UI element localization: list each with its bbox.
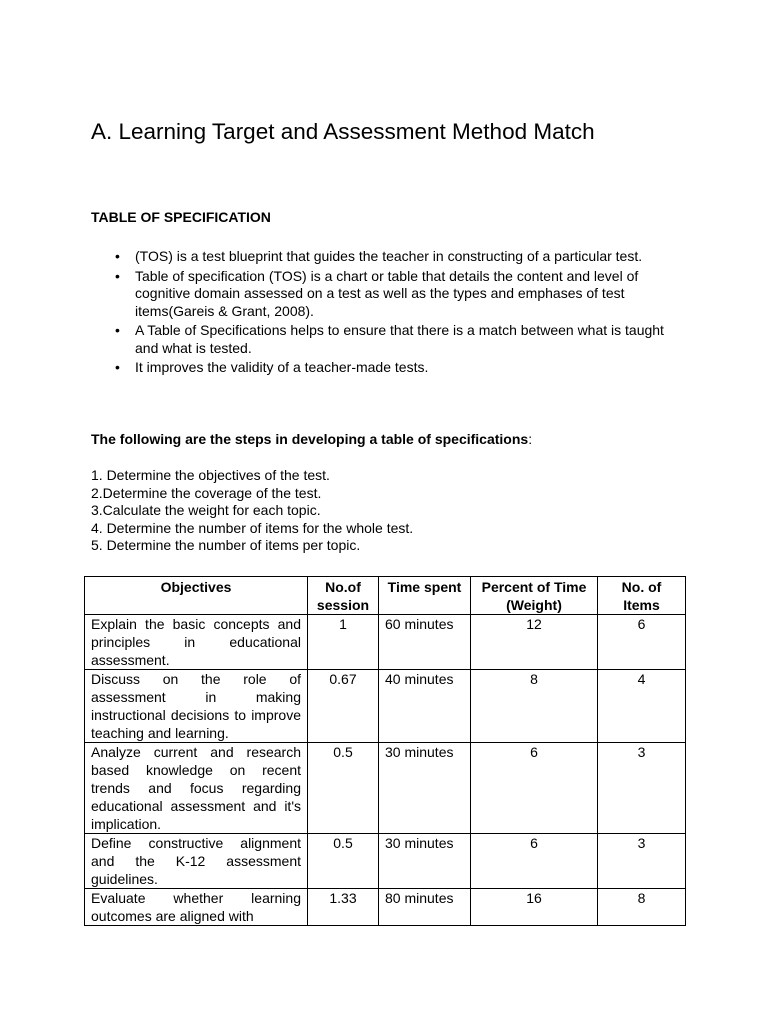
bullet-icon: • xyxy=(115,359,120,375)
sessions-cell: 0.5 xyxy=(308,743,379,834)
bullet-icon: • xyxy=(115,248,120,264)
list-item: 5. Determine the number of items per topic. xyxy=(91,537,361,553)
list-item: • (TOS) is a test blueprint that guides the teacher in constructing of a particular test. xyxy=(115,248,643,264)
time-cell: 30 minutes xyxy=(379,834,471,889)
column-header-time: Time spent xyxy=(379,577,471,615)
sessions-cell: 1 xyxy=(308,615,379,670)
bullet-icon: • xyxy=(115,267,120,284)
time-cell: 80 minutes xyxy=(379,889,471,926)
time-cell: 60 minutes xyxy=(379,615,471,670)
items-cell: 4 xyxy=(598,670,686,743)
objective-cell: Explain the basic concepts and principles in educational assessment. xyxy=(85,615,308,670)
table-row xyxy=(85,615,686,670)
objective-cell: Discuss on the role of assessment in making instructional decisions to improve teaching and learning. xyxy=(85,670,308,743)
bullet-icon: • xyxy=(115,322,120,338)
table-row xyxy=(85,889,686,926)
percent-cell: 12 xyxy=(471,615,598,670)
steps-heading: The following are the steps in developing a table of specifications: xyxy=(91,431,533,447)
items-cell: 8 xyxy=(598,889,686,926)
list-item: 3.Calculate the weight for each topic. xyxy=(91,502,321,518)
percent-cell: 8 xyxy=(471,670,598,743)
sessions-cell: 0.5 xyxy=(308,834,379,889)
items-cell: 6 xyxy=(598,615,686,670)
list-item: • A Table of Specifications helps to ensure that there is a match between what is taught and what is tested. xyxy=(115,322,664,356)
steps-list xyxy=(91,467,413,555)
objective-cell: Evaluate whether learning outcomes are aligned with xyxy=(85,889,308,926)
list-item: • It improves the validity of a teacher-made tests. xyxy=(115,359,429,375)
list-item: 2.Determine the coverage of the test. xyxy=(91,484,322,501)
sessions-cell: 1.33 xyxy=(308,889,379,926)
tos-bullet-list xyxy=(115,248,665,379)
column-header-percent: Percent of Time (Weight) xyxy=(471,577,598,615)
column-header-items: No. of Items xyxy=(598,577,686,615)
time-cell: 30 minutes xyxy=(379,743,471,834)
items-cell: 3 xyxy=(598,743,686,834)
percent-cell: 6 xyxy=(471,834,598,889)
list-item: 4. Determine the number of items for the whole test. xyxy=(91,519,414,536)
list-item: • Table of specification (TOS) is a chart or table that details the content and level of cognitive domain assessed on a test as well as the types and emphases of test items(Gareis & Grant, 2008). xyxy=(115,267,639,319)
section-heading-tos: TABLE OF SPECIFICATION xyxy=(91,209,271,225)
column-header-objectives: Objectives xyxy=(85,577,308,615)
table-row xyxy=(85,743,686,834)
list-item: 1. Determine the objectives of the test. xyxy=(91,467,330,483)
time-cell: 40 minutes xyxy=(379,670,471,743)
column-header-sessions: No.of session xyxy=(308,577,379,615)
percent-cell: 6 xyxy=(471,743,598,834)
table-header-row xyxy=(85,577,686,615)
objective-cell: Analyze current and research based knowledge on recent trends and focus regarding educational assessment and it's implication. xyxy=(85,743,308,834)
percent-cell: 16 xyxy=(471,889,598,926)
items-cell: 3 xyxy=(598,834,686,889)
sessions-cell: 0.67 xyxy=(308,670,379,743)
objective-cell: Define constructive alignment and the K-12 assessment guidelines. xyxy=(85,834,308,889)
table-row xyxy=(85,670,686,743)
specification-table xyxy=(84,576,686,926)
table-row xyxy=(85,834,686,889)
page-title: A. Learning Target and Assessment Method Match xyxy=(91,119,595,144)
